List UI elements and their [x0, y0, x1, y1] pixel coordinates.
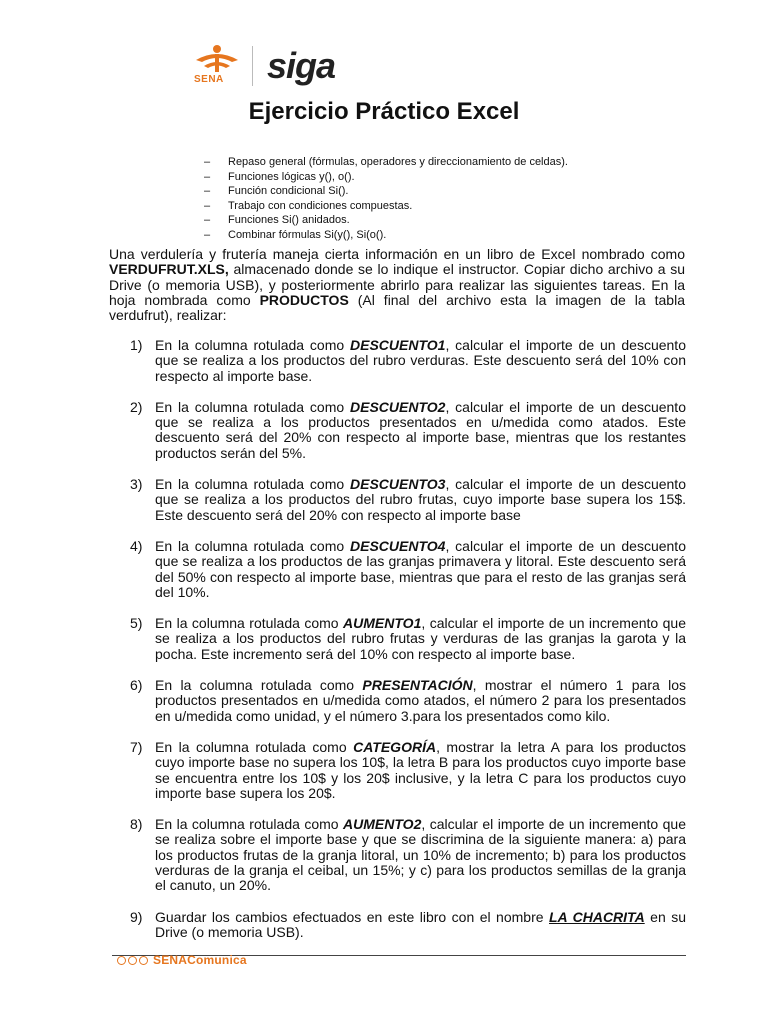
task-item: [130, 817, 686, 893]
tasks-list: [130, 338, 686, 956]
task-text-pre: En la columna rotulada como: [155, 615, 344, 632]
intro-text-2: almacenado donde se lo indique el instructor. Copiar dicho archivo a su Drive (o memoria USB), y posteriormente abrirlo para realizar las siguientes tareas. En la hoja nombrada como: [109, 261, 685, 308]
task-number: 1): [130, 337, 143, 353]
topic-text: Combinar fórmulas Si(y(), Si(o().: [228, 228, 387, 241]
footer-brand: [117, 953, 247, 967]
task-text-post: , calcular el importe de un descuento que se realiza a los productos del rubro frutas, cuyo importe base supera los 15$. Este descuento será del 20% con respecto al importe base: [155, 476, 686, 523]
task-item: [130, 400, 686, 461]
logo-divider: [252, 46, 253, 86]
task-text-post: , calcular el importe de un incremento que se realiza a los productos del rubro frutas y verduras de las granjas la garota y la pocha. Este incremento será del 10% con respecto al importe base.: [155, 615, 687, 662]
task-text-pre: Guardar los cambios efectuados en este libro con el nombre: [155, 908, 549, 925]
bullet-marker: –: [204, 156, 211, 168]
task-text: [155, 400, 686, 461]
topic-item: [204, 184, 568, 199]
sena-logo: [192, 44, 242, 88]
task-item: [130, 338, 686, 384]
task-number: 8): [130, 816, 143, 833]
task-number: 2): [130, 398, 143, 415]
task-column-name: PRESENTACIÓN: [362, 677, 473, 694]
task-text-pre: En la columna rotulada como: [155, 816, 344, 833]
task-text-post: , calcular el importe de un incremento que se realiza sobre el importe base y que se discrimina de la siguiente manera: a) para los productos frutas de la granja litoral, un 10% de incremento; b) para los productos verduras de la granja el ceibal, un 15%; y c) para los productos semillas de la granja el canuto, un 20%.: [155, 816, 687, 894]
facebook-icon: [139, 956, 148, 965]
task-column-name: DESCUENTO1: [350, 337, 446, 353]
task-text-pre: En la columna rotulada como: [155, 337, 350, 353]
task-number: 6): [130, 677, 143, 694]
task-column-name: LA CHACRITA: [549, 908, 645, 925]
task-item: [130, 539, 686, 600]
topic-text: Funciones Si() anidados.: [228, 214, 350, 226]
task-text-pre: En la columna rotulada como: [155, 677, 363, 694]
twitter-icon: [128, 956, 137, 965]
task-text-post: en su Drive (o memoria USB).: [155, 908, 686, 940]
youtube-icon: [117, 956, 126, 965]
topic-item: [204, 213, 568, 228]
topic-text: Funciones lógicas y(), o().: [228, 170, 355, 183]
topic-item: [204, 228, 568, 243]
sena-logo-icon: [192, 44, 242, 74]
task-column-name: AUMENTO2: [343, 816, 422, 833]
bullet-marker: –: [204, 199, 211, 212]
task-number: 7): [130, 738, 143, 755]
task-item: [130, 740, 686, 801]
task-text-pre: En la columna rotulada como: [155, 398, 350, 415]
task-text-pre: En la columna rotulada como: [155, 476, 350, 493]
task-column-name: CATEGORÍA: [353, 738, 437, 755]
header-logos: [192, 44, 335, 88]
bullet-marker: –: [204, 170, 211, 183]
sena-logo-text: SENA: [194, 74, 224, 85]
footer-brand-text: SENAComunica: [153, 953, 247, 967]
intro-paragraph: [109, 247, 685, 323]
task-column-name: AUMENTO1: [343, 615, 422, 632]
task-text-post: , calcular el importe de un descuento que se realiza a los productos del rubro verduras. Este descuento será del 10% con respecto al importe base.: [155, 337, 686, 384]
task-column-name: DESCUENTO2: [350, 398, 446, 415]
topic-item: [204, 199, 568, 214]
siga-logo: siga: [267, 45, 336, 86]
bullet-marker: –: [204, 228, 211, 241]
task-text: [155, 616, 686, 662]
task-text: [155, 740, 686, 801]
topic-text: Trabajo con condiciones compuestas.: [228, 199, 413, 212]
task-text: [155, 477, 686, 523]
topic-text: Función condicional Si().: [228, 185, 349, 197]
task-item: [130, 910, 686, 941]
task-column-name: DESCUENTO3: [350, 476, 446, 493]
task-text-post: , mostrar el número 1 para los productos presentados en u/medida como atados, el número 2 para los presentados en u/medida como unidad, y el número 3.para los presentados como kilo.: [155, 677, 687, 724]
intro-filename: VERDUFRUT.XLS,: [109, 261, 229, 278]
topics-list: [204, 155, 568, 242]
task-text: [155, 678, 686, 724]
page-title: Ejercicio Práctico Excel: [248, 98, 520, 125]
task-text-pre: En la columna rotulada como: [155, 738, 354, 755]
task-text: [155, 910, 686, 941]
task-text-post: , calcular el importe de un descuento que se realiza a los productos de las granjas primavera y litoral. Este descuento será del 50% con respecto al importe base, mientras que para el resto de las granjas será del 10%.: [155, 537, 686, 600]
task-number: 3): [130, 476, 143, 493]
topic-item: [204, 155, 568, 170]
topic-text: Repaso general (fórmulas, operadores y direccionamiento de celdas).: [228, 156, 568, 168]
task-number: 5): [130, 615, 143, 632]
topic-item: [204, 170, 568, 185]
task-item: [130, 477, 686, 523]
task-text-post: , mostrar la letra A para los productos cuyo importe base no supera los 10$, la letra B para los productos cuyo importe base se encuentra entre los 10$ y los 20$ inclusive, y la letra C para los productos cuyo importe base supera los 20$.: [155, 738, 687, 801]
bullet-marker: –: [204, 185, 211, 197]
task-item: [130, 678, 686, 724]
intro-text-3: (Al final del archivo esta la imagen de la tabla verdufrut), realizar:: [109, 291, 685, 324]
task-text: [155, 539, 686, 600]
task-text: [155, 817, 686, 893]
task-number: 4): [130, 537, 143, 554]
bullet-marker: –: [204, 214, 211, 226]
task-text-post: , calcular el importe de un descuento que se realiza a los productos presentados en u/medida como atados. Este descuento será del 20% con respecto al importe base, mientras que los restantes productos serán del 5%.: [155, 398, 686, 461]
task-column-name: DESCUENTO4: [350, 537, 446, 554]
intro-sheet-name: PRODUCTOS: [259, 291, 349, 308]
task-text: [155, 338, 686, 384]
task-number: 9): [130, 908, 143, 925]
task-text-pre: En la columna rotulada como: [155, 537, 350, 554]
intro-text-1: Una verdulería y frutería maneja cierta información en un libro de Excel nombrado como: [109, 246, 685, 262]
task-item: [130, 616, 686, 662]
